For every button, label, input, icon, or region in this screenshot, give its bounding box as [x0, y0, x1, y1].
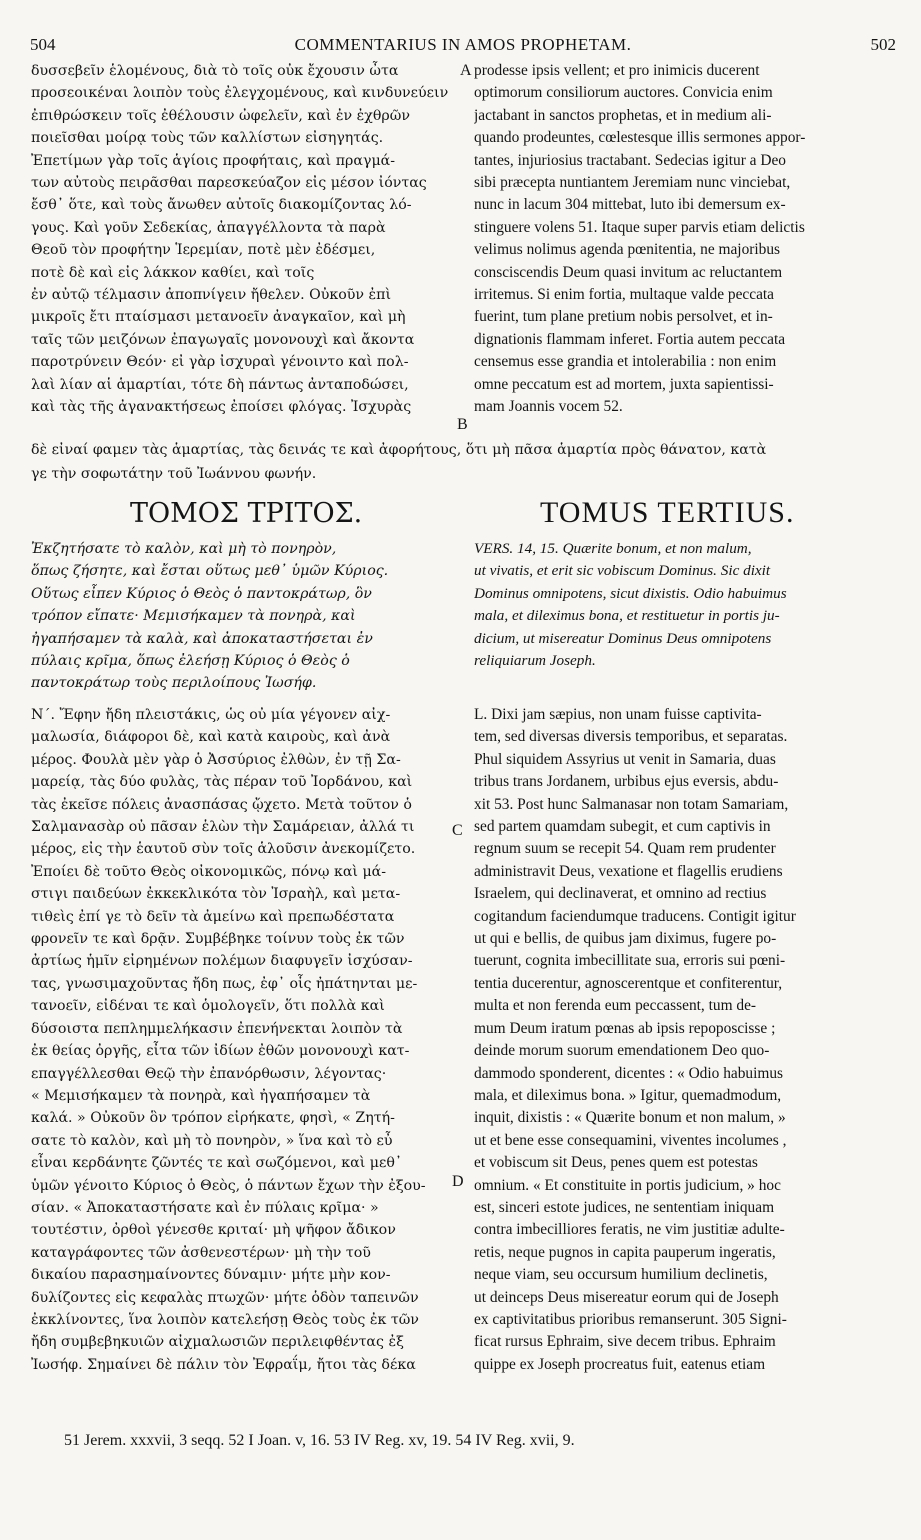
latin-text-line: dignationis flammam inferet. Fortia autem peccata [474, 330, 786, 348]
greek-text-line: ἤδη συμβεβηκυιῶν αἰχμαλωσιῶν περιλειφθέντας ἐξ [31, 1334, 404, 1351]
running-title: COMMENTARIUS IN AMOS PROPHETAM. [294, 35, 632, 54]
greek-text-line: ποιεῖσθαι μοίρᾳ τοὺς τῶν καλλίστων εἰσηγητάς. [31, 130, 384, 147]
greek-verse-line: τρόπον εἴπατε· Μεμισήκαμεν τὰ πονηρὰ, καὶ [31, 608, 356, 625]
greek-text-line: στιγι παιδεύων ἐκκεκλικότα τὸν Ἰσραὴλ, καὶ μετα- [31, 886, 401, 903]
latin-text-line: omnium. « Et constituite in portis judicium, » hoc [474, 1176, 781, 1194]
latin-text-line: contra imbecilliores feratis, ne vim justitiæ adulte- [474, 1221, 785, 1239]
greek-text-line: ἀρτίως ἡμῖν εἰρημένων πολέμων διαφυγεῖν ἰσχύσαν- [31, 953, 413, 970]
latin-text-line: deinde morum suorum emendationem Deo quo- [474, 1042, 770, 1060]
greek-text-line: Ν΄. Ἔφην ἤδη πλειστάκις, ὡς οὐ μία γέγονεν αἰχ- [31, 707, 391, 723]
margin-marker-d: D [452, 1173, 464, 1190]
greek-verse-line: ἠγαπήσαμεν τὰ καλὰ, καὶ ἀποκαταστήσεται ἐν [31, 630, 373, 647]
greek-text-line: προσεοικέναι λοιπὸν τοὺς ἐλεγχομένους, καὶ κινδυνεύειν [31, 85, 449, 102]
latin-text-line: ut deinceps Deus misereatur eorum qui de Joseph [474, 1288, 779, 1306]
latin-text-line: nunc in lacum 304 mittebat, luto ibi demersum ex- [474, 196, 786, 214]
latin-verse-line: dicium, ut misereatur Dominus Deus omnipotens [474, 629, 772, 647]
greek-commentary [31, 704, 465, 1376]
latin-text-line: administravit Deus, vexatione et flagellis erudiens [474, 862, 783, 880]
latin-text-line: tribus trans Jordanem, urbibus ejus eversis, abdu- [474, 773, 779, 791]
full-width-line-2: γε τὴν σοφωτάτην τοῦ Ἰωάννου φωνήν. [31, 466, 317, 482]
latin-text-line: fuerint, tum plane pretium nobis persolvet, et in- [474, 308, 773, 326]
greek-text-line: ταῖς τῶν μειζόνων ἐπαγωγαῖς μονονουχὶ καὶ ἄκοντα [31, 331, 415, 348]
latin-text-line: et vobiscum sit Deus, penes quem est potestas [474, 1154, 758, 1172]
latin-text-line: consciscendis Deum quasi invitum ac reluctantem [474, 263, 783, 281]
greek-text-line: τὰς ἐκεῖσε πόλεις ἀνασπάσας ᾤχετο. Μετὰ τοῦτον ὁ [31, 796, 412, 813]
latin-text-line: irritemus. Si enim fortia, multaque valde peccata [474, 286, 775, 304]
latin-text-line: ex captivitatibus prioribus remanserunt. 305 Signi- [474, 1310, 787, 1328]
latin-text-line: mala, et dileximus bona. » Igitur, quemadmodum, [474, 1086, 782, 1104]
latin-text-line: stinguere volens 51. Itaque super parvis etiam delictis [474, 218, 805, 236]
greek-text-line: μαλωσία, διάφοροι δὲ, καὶ κατὰ καιροὺς, καὶ ἀνὰ [31, 729, 391, 746]
greek-text-line: « Μεμισήκαμεν τὰ πονηρὰ, καὶ ἠγαπήσαμεν τὰ [31, 1087, 371, 1104]
latin-text-line: jactabant in sanctos prophetas, et in medium ali- [474, 106, 772, 124]
latin-verse-line: ut vivatis, et erit sic vobiscum Dominus. Sic dixit [474, 562, 771, 580]
greek-text-line: καὶ τὰς τῆς ἀγανακτήσεως ἐποίσει φλόγας. Ἰσχυρὰς [31, 399, 412, 416]
greek-verse-line: πύλαις κρῖμα, ὅπως ἐλεήσῃ Κύριος ὁ Θεὸς ὁ [31, 653, 350, 670]
latin-text-line: Phul siquidem Assyrius ut venit in Samaria, duas [474, 750, 776, 768]
greek-verse-line: παντοκράτωρ τοὺς περιλοίπους Ἰωσήφ. [31, 675, 317, 692]
latin-text-line: tentia ducerentur, agnoscerentque et confiterentur, [474, 974, 783, 992]
greek-verse [31, 538, 465, 695]
latin-text-line: sibi præcepta nuntiantem Jeremiam nunc vinciebat, [474, 174, 791, 192]
greek-text-line: Ἐπετίμων γὰρ τοῖς ἁγίοις προφήταις, καὶ πραγμά- [31, 152, 396, 169]
greek-text-line: δυσσεβεῖν ἑλομένους, διὰ τὸ τοῖς οὐκ ἔχουσιν ὦτα [31, 63, 399, 79]
greek-text-line: Ἐποίει δὲ τοῦτο Θεὸς οἰκονομικῶς, πόνῳ καὶ μά- [31, 863, 387, 880]
latin-text-line: dammodo sponderent, dicentes : « Odio habuimus [474, 1064, 784, 1082]
greek-text-line: γους. Καὶ γοῦν Σεδεκίας, ἀπαγγέλλοντα τὰ παρὰ [31, 219, 386, 236]
latin-text-line: prodesse ipsis vellent; et pro inimicis ducerent [474, 62, 760, 79]
greek-text-line: τας, γνωσιμαχοῦντας ἤδη πως, ἐφ᾽ οἷς ἠπάτηνται με- [31, 975, 418, 992]
greek-text-line: τιθεὶς ἐπί γε τὸ δεῖν τὰ ἀμείνω καὶ πρεπωδέστατα [31, 908, 395, 925]
greek-text-line: μέρος, εἰς τὴν ἑαυτοῦ σὺν τοῖς ἁλοῦσιν ἀνεκομίζετο. [31, 841, 416, 858]
greek-section-title: ΤΟΜΟΣ ΤΡΙΤΟΣ. [130, 498, 363, 529]
greek-text-line: δικαίου παρασημαίνοντες δύναμιν· μήτε μὴν κον- [31, 1267, 391, 1284]
greek-text-line: λαὶ λίαν αἱ ἁμαρτίαι, τότε δὴ πάντως ἀνταποδώσει, [31, 376, 409, 393]
greek-text-line: μέρος. Φουλὰ μὲν γὰρ ὁ Ἀσσύριος ἐλθὼν, ἐν τῇ Σα- [31, 751, 401, 768]
greek-text-line: Ἰωσήφ. Σημαίνει δὲ πάλιν τὸν Ἐφραΐμ, ἤτοι τὰς δέκα [31, 1356, 416, 1373]
greek-text-line: τανοεῖν, εἰδέναι τε καὶ ὁμολογεῖν, ὅτι πολλὰ καὶ [31, 998, 385, 1015]
full-width-line-1: δὲ εἶναί φαμεν τὰς ἁμαρτίας, τὰς δεινάς τε καὶ ἀφορήτους, ὅτι μὴ πᾶσα ἁμαρτία πρὸς θάνατον, κατὰ [31, 442, 767, 458]
margin-marker-c: C [452, 822, 463, 839]
latin-column-top [474, 60, 889, 419]
latin-verse-line: reliquiarum Joseph. [474, 652, 596, 670]
latin-text-line: mam Joannis vocem 52. [474, 398, 623, 416]
greek-text-line: ἐκκλίνοντες, ἵνα λοιπὸν κατελεήσῃ Θεὸς τοὺς ἐκ τῶν [31, 1311, 419, 1328]
greek-text-line: τουτέστιν, ὀρθοὶ γένεσθε κριταί· μὴ ψῆφον ἄδικον [31, 1222, 396, 1239]
greek-text-line: Θεοῦ τὸν προφήτην Ἱερεμίαν, ποτὲ μὲν ἐδέσμει, [31, 242, 376, 259]
greek-text-line: ἔσθ᾽ ὅτε, καὶ τοὺς ἄνωθεν αὐτοῖς διακομίζοντας λό- [31, 197, 412, 214]
footnotes: 51 Jerem. xxxvii, 3 seqq. 52 I Joan. v, 16. 53 IV Reg. xv, 19. 54 IV Reg. xvii, 9. [64, 1432, 575, 1449]
latin-text-line: quando prodeuntes, cœlestesque illis sermones appor- [474, 129, 806, 147]
greek-verse-line: ὅπως ζήσητε, καὶ ἔσται οὕτως μεθ᾽ ὑμῶν Κύριος. [31, 563, 389, 580]
latin-text-line: omne peccatum est ad mortem, juxta sapientissi- [474, 375, 774, 393]
latin-text-line: retis, neque pugnos in capita pauperum ingeratis, [474, 1243, 776, 1261]
latin-text-line: ut qui e bellis, de quibus jam diximus, fugere po- [474, 930, 777, 948]
latin-text-line: ficat rursus Ephraim, sive decem tribus. Ephraim [474, 1333, 776, 1351]
latin-verse-line: Dominus omnipotens, sicut dixistis. Odio habuimus [474, 584, 787, 602]
latin-text-line: tuerunt, cognita imbecillitate sua, erroris sui pœni- [474, 952, 786, 970]
page-number-left: 504 [30, 35, 56, 54]
latin-text-line: neque viam, seu occursum humilium declinetis, [474, 1266, 768, 1284]
latin-text-line: ut et bene esse consequamini, viventes incolumes , [474, 1131, 787, 1149]
greek-text-line: καλά. » Οὐκοῦν ὃν τρόπον εἰρήκατε, φησὶ, « Ζητή- [31, 1110, 395, 1127]
latin-text-line: est, sinceri estote judices, ne sententiam iniquam [474, 1198, 775, 1216]
greek-text-line: ἐπιθρώσκειν τοῖς ἐθέλουσιν ὠφελεῖν, καὶ ἐν ἐχθρῶν [31, 107, 410, 124]
margin-marker-b: B [457, 416, 468, 433]
greek-text-line: παροτρύνειν Θεόν· εἰ γὰρ ἰσχυραὶ γένοιντο καὶ πολ- [31, 354, 409, 371]
greek-text-line: των αὐτοὺς πειρᾶσθαι παρεσκεύαζον εἰς μέσον ἰόντας [31, 175, 427, 192]
latin-commentary [474, 704, 889, 1376]
latin-verse-line: VERS. 14, 15. Quærite bonum, et non malum, [474, 540, 752, 557]
latin-text-line: censemus esse grandia et intolerabilia : non enim [474, 353, 777, 371]
margin-marker-a: A [460, 62, 472, 79]
greek-text-line: Σαλμανασὰρ οὐ πᾶσαν ἑλὼν τὴν Σαμάρειαν, ἀλλά τι [31, 819, 415, 836]
latin-text-line: regnum suum se recepit 54. Quam rem prudenter [474, 840, 776, 858]
running-header [30, 32, 896, 58]
greek-text-line: καταγράφοντες τῶν ἀσθενεστέρων· μὴ τὴν τοῦ [31, 1244, 371, 1261]
greek-text-line: δυλίζοντες εἰς κεφαλὰς πτωχῶν· μήτε ὁδὸν ταπεινῶν [31, 1289, 419, 1306]
page-number-right: 502 [870, 35, 896, 54]
latin-text-line: xit 53. Post hunc Salmanasar non totam Samariam, [474, 795, 789, 813]
greek-text-line: ἐκ θείας ὀργῆς, εἶτα τῶν ἰδίων ἐθῶν μονονουχὶ κατ- [31, 1043, 410, 1060]
latin-text-line: inquit, dixistis : « Quærite bonum et non malum, » [474, 1109, 786, 1127]
greek-column-top [31, 60, 463, 419]
greek-text-line: εἶναι κερδάνητε ζῶντές τε καὶ σωζόμενοι, καὶ μεθ᾽ [31, 1155, 403, 1172]
greek-text-line: μικροῖς ἔτι πταίσμασι μετανοεῖν ἀναγκαῖον, καὶ μὴ [31, 309, 406, 326]
greek-text-line: δύσοιστα πεπλημμελήκασιν ἐπενήνεκται λοιπὸν τὰ [31, 1020, 403, 1037]
greek-text-line: μαρείᾳ, τὰς δύο φυλὰς, τὰς πέραν τοῦ Ἰορδάνου, καὶ [31, 774, 413, 791]
greek-verse-line: Οὕτως εἶπεν Κύριος ὁ Θεὸς ὁ παντοκράτωρ, ὃν [31, 585, 372, 602]
latin-text-line: quippe ex Joseph procreatus fuit, eatenus etiam [474, 1355, 766, 1373]
latin-section-title: TOMUS TERTIUS. [540, 496, 795, 529]
greek-text-line: ποτὲ δὲ καὶ εἰς λάκκον καθίει, καὶ τοῖς [31, 264, 315, 281]
latin-verse [474, 538, 889, 672]
latin-text-line: cogitandum faciendumque traducens. Contigit igitur [474, 907, 796, 925]
greek-text-line: επαγγέλλεσθαι Θεῷ τὴν ἐπανόρθωσιν, λέγοντας· [31, 1065, 387, 1082]
latin-text-line: multa et non ferenda eum peccassent, tum de- [474, 997, 757, 1015]
latin-text-line: Israelem, qui declinaverat, et omnino ad rectius [474, 885, 767, 903]
greek-text-line: ὑμῶν γένοιτο Κύριος ὁ Θεὸς, ὁ πάντων ἔχων τὴν ἐξου- [31, 1177, 426, 1194]
latin-text-line: velimus nolimus agenda pœnitentia, ne majoribus [474, 241, 781, 259]
latin-verse-line: mala, et dileximus bona, et restituetur in portis ju- [474, 607, 780, 625]
greek-text-line: σατε τὸ καλὸν, καὶ μὴ τὸ πονηρὸν, » ἵνα καὶ τὸ εὖ [31, 1132, 393, 1149]
latin-text-line: mum Deum iratum pœnas ab ipsis repoposcisse ; [474, 1019, 776, 1037]
latin-text-line: tantes, injuriosius tractabant. Sedecias igitur a Deo [474, 151, 786, 169]
greek-text-line: φρονεῖν τε καὶ δρᾷν. Συμβέβηκε τοίνυν τοὺς ἐκ τῶν [31, 931, 405, 948]
greek-verse-line: Ἐκζητήσατε τὸ καλὸν, καὶ μὴ τὸ πονηρὸν, [31, 541, 337, 557]
latin-text-line: tem, sed diversas diversis temporibus, et separatas. [474, 728, 788, 746]
greek-text-line: ἐν αὐτῷ τέλμασιν ἀποπνίγειν ἤθελεν. Οὐκοῦν ἐπὶ [31, 287, 392, 304]
greek-text-line: σίαν. « Ἀποκαταστήσατε καὶ ἐν πύλαις κρῖμα· » [31, 1199, 379, 1216]
latin-text-line: L. Dixi jam sæpius, non unam fuisse captivita- [474, 706, 762, 723]
latin-text-line: sed partem quamdam subegit, et cum captivis in [474, 818, 771, 836]
latin-text-line: optimorum consiliorum auctores. Convicia enim [474, 84, 773, 102]
